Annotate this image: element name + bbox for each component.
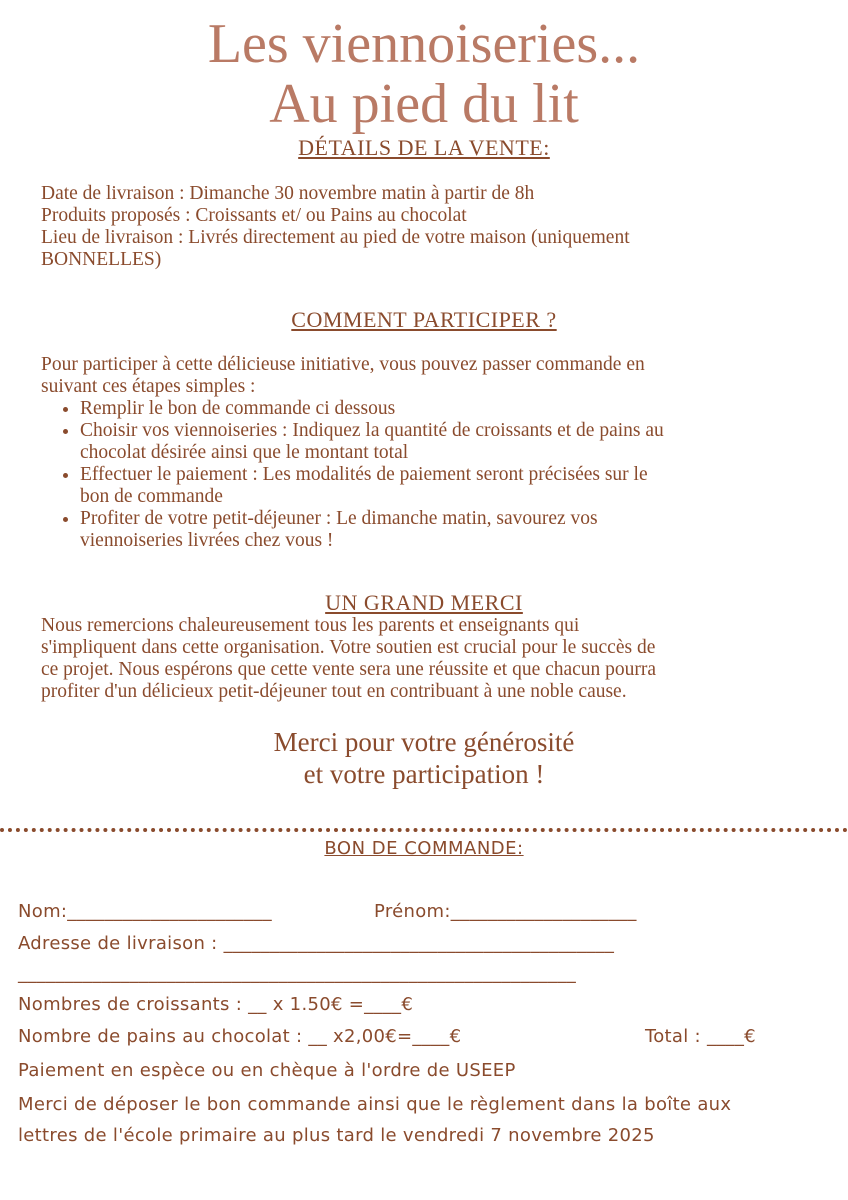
croissants-quantity-field[interactable]: Nombres de croissants : __ x 1.50€ =____€ xyxy=(18,994,414,1015)
step-item xyxy=(80,420,840,464)
step-item xyxy=(80,464,840,508)
details-heading: DÉTAILS DE LA VENTE: xyxy=(298,135,550,160)
page-title-line-2: Au pied du lit xyxy=(269,73,579,135)
details-line: BONNELLES) xyxy=(41,249,162,270)
merci-block xyxy=(41,615,811,703)
page-title-line-1: Les viennoiseries... xyxy=(207,13,641,75)
merci-line: profiter d'un délicieux petit-déjeuner tout en contribuant à une noble cause. xyxy=(41,681,627,702)
steps-list xyxy=(60,398,840,552)
intro-line: suivant ces étapes simples : xyxy=(41,376,256,397)
step-text: viennoiseries livrées chez vous ! xyxy=(80,530,334,551)
merci-line: s'impliquent dans cette organisation. Votre soutien est crucial pour le succès de xyxy=(41,637,656,658)
thanks-line-1: Merci pour votre générosité xyxy=(273,727,575,757)
details-line: Lieu de livraison : Livrés directement au pied de votre maison (uniquement xyxy=(41,227,630,248)
step-item xyxy=(80,398,840,420)
total-field[interactable]: Total : ____€ xyxy=(645,1026,756,1047)
cut-line-divider xyxy=(0,828,848,832)
details-line: Produits proposés : Croissants et/ ou Pains au chocolat xyxy=(41,205,467,226)
step-text: chocolat désirée ainsi que le montant total xyxy=(80,442,409,463)
pains-quantity-field[interactable]: Nombre de pains au chocolat : __ x2,00€=____€ xyxy=(18,1026,462,1047)
step-text: bon de commande xyxy=(80,486,223,507)
details-line: Date de livraison : Dimanche 30 novembre matin à partir de 8h xyxy=(41,183,535,204)
deposit-info-line-2: lettres de l'école primaire au plus tard le vendredi 7 novembre 2025 xyxy=(18,1125,655,1146)
order-form-heading: BON DE COMMANDE: xyxy=(324,838,524,859)
participate-intro xyxy=(41,354,811,398)
intro-line: Pour participer à cette délicieuse initiative, vous pouvez passer commande en xyxy=(41,354,645,375)
step-item xyxy=(80,508,840,552)
address-field[interactable]: Adresse de livraison : __________________________________________ xyxy=(18,933,615,954)
step-text: • Choisir vos viennoiseries : Indiquez la quantité de croissants et de pains au xyxy=(80,420,664,441)
merci-heading: UN GRAND MERCI xyxy=(325,590,523,615)
deposit-info-line-1: Merci de déposer le bon commande ainsi que le règlement dans la boîte aux xyxy=(18,1094,732,1115)
prenom-field[interactable]: Prénom:____________________ xyxy=(374,901,637,922)
participate-heading: COMMENT PARTICIPER ? xyxy=(291,307,557,332)
payment-info: Paiement en espèce ou en chèque à l'ordre de USEEP xyxy=(18,1060,516,1081)
step-text: • Remplir le bon de commande ci dessous xyxy=(80,398,396,419)
step-text: • Profiter de votre petit-déjeuner : Le dimanche matin, savourez vos xyxy=(80,508,598,529)
details-block xyxy=(41,183,811,271)
thanks-message xyxy=(0,726,848,790)
step-text: • Effectuer le paiement : Les modalités de paiement seront précisées sur le xyxy=(80,464,648,485)
thanks-line-2: et votre participation ! xyxy=(303,759,545,789)
address-continuation-field[interactable]: ____________________________________________________________ xyxy=(18,963,576,984)
merci-line: Nous remercions chaleureusement tous les parents et enseignants qui xyxy=(41,615,580,636)
merci-line: ce projet. Nous espérons que cette vente sera une réussite et que chacun pourra xyxy=(41,659,657,680)
nom-field[interactable]: Nom:______________________ xyxy=(18,901,272,922)
